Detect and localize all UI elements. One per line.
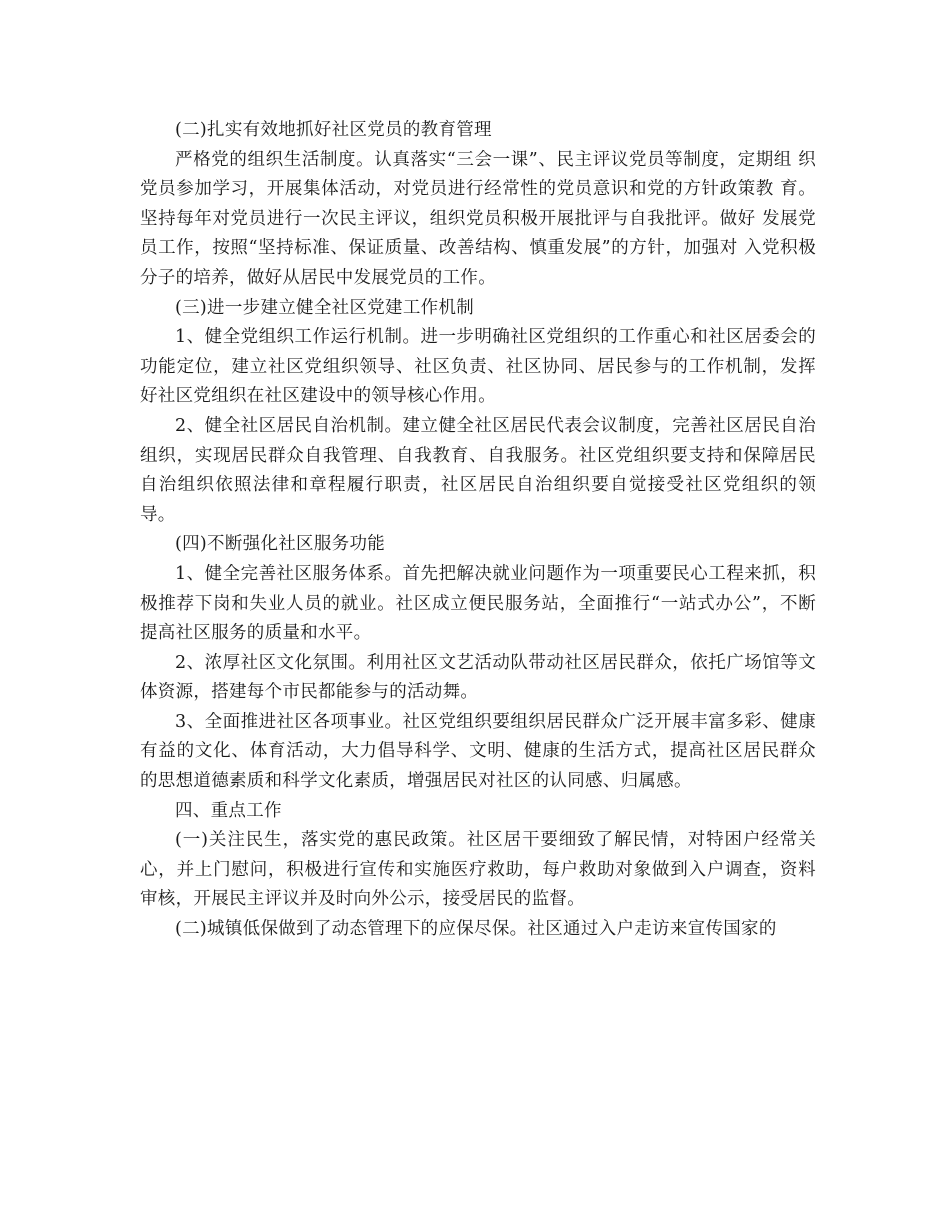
paragraph: 1、健全党组织工作运行机制。进一步明确社区党组织的工作重心和社区居委会的功能定位，建立社区党组织领导、社区负责、社区协同、居民参与的工作机制，发挥好社区党组织在社区建设中的领导核心作用。 bbox=[140, 327, 816, 407]
section-heading-2: (二)扎实有效地抓好社区党员的教育管理 bbox=[175, 120, 492, 140]
section-heading-4: (四)不断强化社区服务功能 bbox=[175, 534, 386, 555]
paragraph: 1、健全完善社区服务体系。首先把解决就业问题作为一项重要民心工程来抓，积极推荐下岗和失业人员的就业。社区成立便民服务站，全面推行“一站式办公”，不断提高社区服务的质量和水平。 bbox=[140, 563, 816, 644]
paragraph: 严格党的组织生活制度。认真落实“三会一课”、民主评议党员等制度，定期组 织党员参加学习，开展集体活动，对党员进行经常性的党员意识和党的方针政策教 育。坚持每年对党员进行一次民主评议，组织党员积极开展批评与自我批评。做好 发展党员工作，按照“坚持标准、保证质量、改善结构、慎重发展”的方针，加强对 入党积极分子的培养，做好从居民中发展党员的工作。 bbox=[140, 149, 816, 288]
paragraph: (二)城镇低保做到了动态管理下的应保尽保。社区通过入户走访来宣传国家的 bbox=[175, 919, 777, 940]
paragraph: 3、全面推进社区各项事业。社区党组织要组织居民群众广泛开展丰富多彩、健康有益的文化、体育活动，大力倡导科学、文明、健康的生活方式，提高社区居民群众的思想道德素质和科学文化素质，增强居民对社区的认同感、归属感。 bbox=[140, 711, 816, 792]
paragraph: 2、健全社区居民自治机制。建立健全社区居民代表会议制度，完善社区居民自治组织，实现居民群众自我管理、自我教育、自我服务。社区党组织要支持和保障居民自治组织依照法律和章程履行职责，社区居民自治组织要自觉接受社区党组织的领导。 bbox=[140, 415, 816, 525]
document-body bbox=[140, 116, 816, 945]
paragraph: 2、浓厚社区文化氛围。利用社区文艺活动队带动社区居民群众，依托广场馆等文体资源，搭建每个市民都能参与的活动舞。 bbox=[140, 652, 816, 703]
section-heading-3: (三)进一步建立健全社区党建工作机制 bbox=[175, 297, 475, 318]
paragraph: (一)关注民生，落实党的惠民政策。社区居干要细致了解民情，对特困户经常关心，并上门慰问，积极进行宣传和实施医疗救助，每户救助对象做到入户调查，资料审核，开展民主评议并及时向外公示，接受居民的监督。 bbox=[140, 830, 816, 910]
section-heading-key-work: 四、重点工作 bbox=[175, 800, 282, 821]
